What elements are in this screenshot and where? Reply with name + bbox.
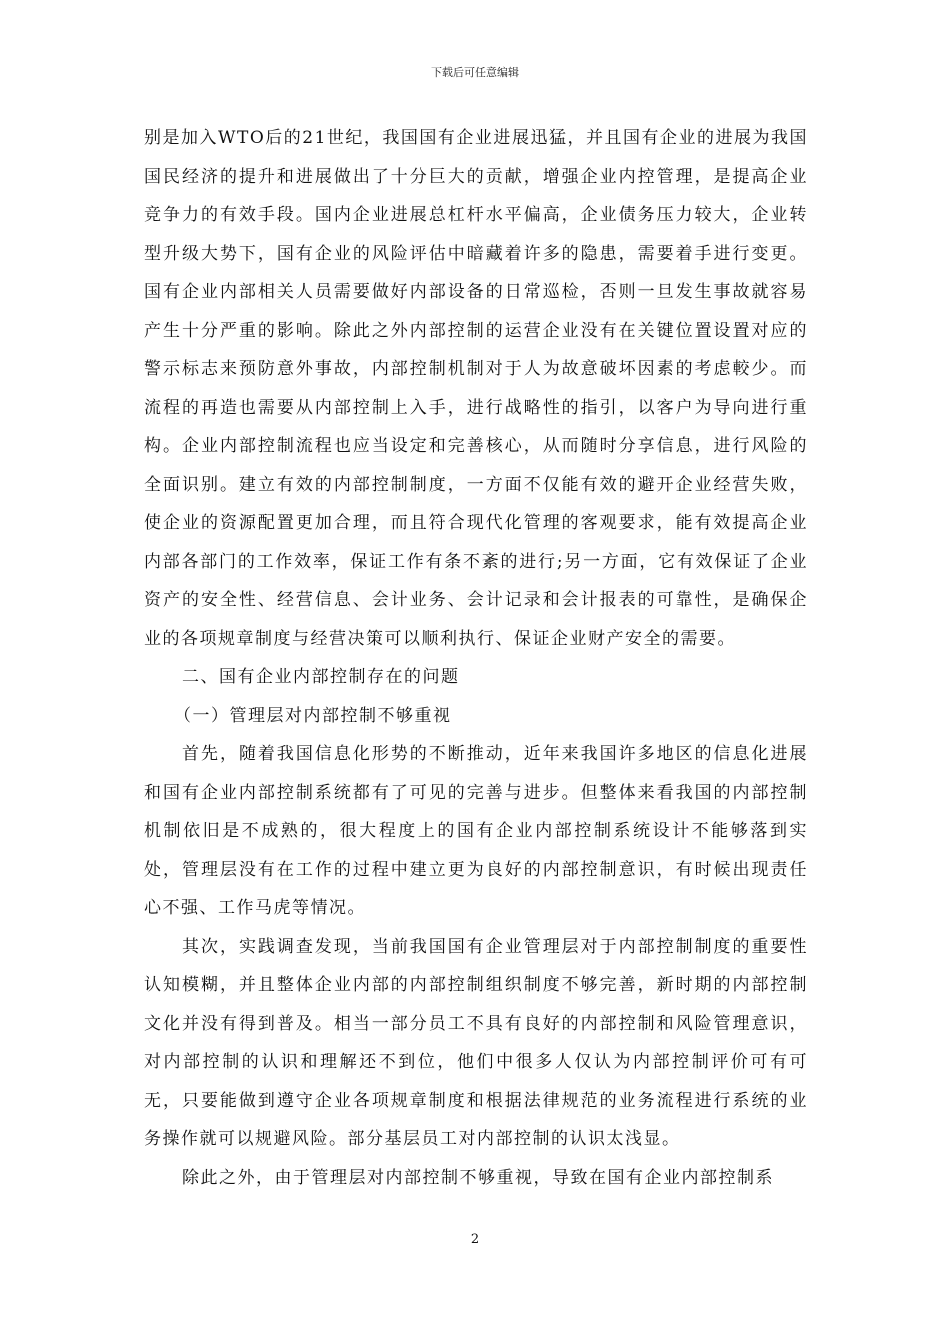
subsection-heading: （一）管理层对内部控制不够重视 (174, 705, 452, 726)
section-heading: 二、国有企业内部控制存在的问题 (182, 667, 460, 687)
page-number: 2 (470, 1232, 480, 1247)
body-paragraph-continued: 别是加入WTO后的21世纪，我国国有企业进展迅猛，并且国有企业的进展为我国国民经济的提升和进展做出了十分巨大的贡献，增强企业内控管理，是提高企业竞争力的有效手段。国内企业进展总杠杆水平偏高，企业债务压力较大，企业转型升级大势下，国有企业的风险评估中暗藏着许多的隐患，需要着手进行变更。国有企业内部相关人员需要做好内部设备的日常巡检，否则一旦发生事故就容易产生十分严重的影响。除此之外内部控制的运营企业没有在关键位置设置对应的警示标志来预防意外事故，内部控制机制对于人为故意破坏因素的考虑較少。而流程的再造也需要从内部控制上入手，进行战略性的指引，以客户为导向进行重构。企业内部控制流程也应当设定和完善核心，从而随时分享信息，进行风险的全面识别。建立有效的内部控制制度，一方面不仅能有效的避开企业经营失败，使企业的资源配置更加合理，而且符合现代化管理的客观要求，能有效提高企业内部各部门的工作效率，保证工作有条不紊的进行;另一方面，它有效保证了企业资产的安全性、经营信息、会计业务、会计记录和会计报表的可靠性，是确保企业的各项规章制度与经营决策可以顺利执行、保证企业财产安全的需要。 (144, 128, 808, 649)
body-paragraph: 首先，随着我国信息化形势的不断推动，近年来我国许多地区的信息化进展和国有企业内部控制系统都有了可见的完善与进步。但整体来看我国的内部控制机制依旧是不成熟的，很大程度上的国有企业内部控制系统设计不能够落到实处，管理层没有在工作的过程中建立更为良好的内部控制意识，有时候出现责任心不强、工作马虎等情况。 (144, 744, 808, 918)
page-header: 下载后可任意编辑 (431, 66, 519, 79)
document-body (144, 119, 808, 1197)
body-paragraph-truncated: 除此之外，由于管理层对内部控制不够重视，导致在国有企业内部控制系 (182, 1167, 774, 1188)
body-paragraph: 其次，实践调查发现，当前我国国有企业管理层对于内部控制制度的重要性认知模糊，并且整体企业内部的内部控制组织制度不够完善，新时期的内部控制文化并没有得到普及。相当一部分员工不具有良好的内部控制和风险管理意识，对内部控制的认识和理解还不到位，他们中很多人仅认为内部控制评价可有可无，只要能做到遵守企业各项规章制度和根据法律规范的业务流程进行系统的业务操作就可以规避风险。部分基层员工对内部控制的认识太浅显。 (144, 936, 808, 1149)
